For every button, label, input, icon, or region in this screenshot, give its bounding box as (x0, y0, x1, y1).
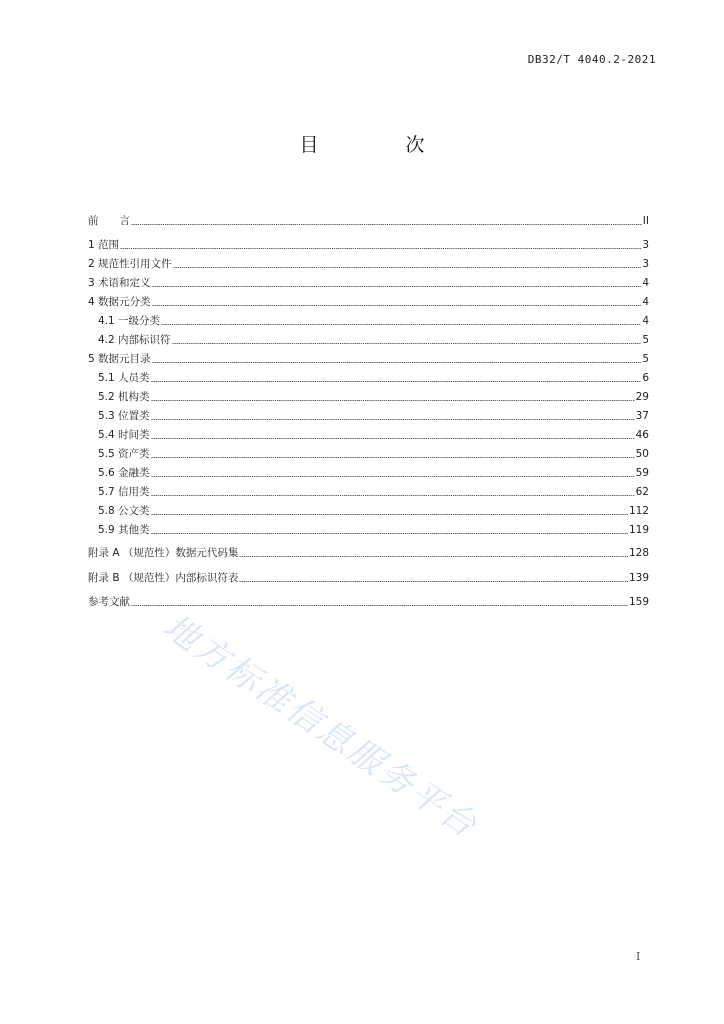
leader-dots (173, 267, 642, 268)
toc-entry-5-9[interactable] (98, 523, 649, 537)
toc-entry-5-5[interactable] (98, 447, 649, 461)
toc-label: 资产类 (118, 448, 150, 460)
toc-number: 5.1 (98, 372, 119, 384)
toc-label: 金融类 (118, 467, 150, 479)
toc-label: 公文类 (118, 505, 150, 517)
toc-page: 139 (628, 572, 649, 584)
toc-page: 159 (628, 596, 649, 608)
toc-page: II (642, 215, 649, 227)
leader-dots (131, 224, 642, 225)
page-number: I (636, 950, 641, 963)
toc-entry-5[interactable] (88, 352, 649, 366)
leader-dots (151, 457, 635, 458)
toc-page: 6 (642, 372, 649, 384)
toc-entry-4[interactable] (88, 295, 649, 309)
toc-label: 规范性引用文件 (98, 258, 172, 270)
toc-page: 3 (642, 258, 649, 270)
toc-page: 5 (642, 334, 649, 346)
toc-entry-4-1[interactable] (98, 314, 649, 328)
toc-entry-5-6[interactable] (98, 466, 649, 480)
toc-page: 4 (642, 296, 649, 308)
toc-page: 46 (635, 429, 649, 441)
leader-dots (151, 495, 635, 496)
toc-entry-2[interactable] (88, 257, 649, 271)
leader-dots (152, 362, 642, 363)
leader-dots (172, 343, 642, 344)
toc-label: 一级分类 (118, 315, 161, 327)
toc-page: 4 (642, 277, 649, 289)
toc-label: 参考文献 (88, 596, 130, 608)
toc-number: 附录 A （规范性） (88, 547, 176, 559)
toc-number: 4.2 (98, 334, 119, 346)
toc-number: 5.8 (98, 505, 119, 517)
toc-page: 29 (635, 391, 649, 403)
toc-label: 数据元代码集 (175, 547, 239, 559)
toc-entry-appendix-a[interactable] (88, 546, 649, 560)
toc-label: 言 (119, 215, 130, 227)
toc-entry-bibliography[interactable] (88, 595, 649, 609)
standard-code: DB32/T 4040.2-2021 (527, 53, 656, 66)
toc-number: 前 (88, 215, 120, 227)
leader-dots (151, 381, 642, 382)
toc-page: 119 (628, 524, 649, 536)
toc-label: 机构类 (118, 391, 150, 403)
toc-entry-5-3[interactable] (98, 409, 649, 423)
toc-label: 术语和定义 (98, 277, 151, 289)
toc-label: 内部标识符 (118, 334, 171, 346)
toc-number: 5.2 (98, 391, 119, 403)
leader-dots (151, 476, 635, 477)
toc-entry-4-2[interactable] (98, 333, 649, 347)
leader-dots (131, 605, 628, 606)
leader-dots (151, 400, 635, 401)
toc-entry-5-1[interactable] (98, 371, 649, 385)
leader-dots (161, 324, 641, 325)
toc-entry-5-4[interactable] (98, 428, 649, 442)
toc-label: 数据元目录 (98, 353, 151, 365)
toc-page: 4 (642, 315, 649, 327)
toc-number: 附录 B （规范性） (88, 572, 176, 584)
toc-entry-appendix-b[interactable] (88, 571, 649, 585)
toc-label: 其他类 (118, 524, 150, 536)
toc-label: 位置类 (118, 410, 150, 422)
toc-label: 人员类 (118, 372, 150, 384)
toc-number: 2 (88, 258, 99, 270)
toc-page: 5 (642, 353, 649, 365)
watermark-text: 地方标准信息服务平台 (156, 606, 486, 847)
toc-page: 128 (628, 547, 649, 559)
toc-entry-5-7[interactable] (98, 485, 649, 499)
toc-number: 5 (88, 353, 99, 365)
toc-page: 3 (642, 239, 649, 251)
toc-number: 4 (88, 296, 99, 308)
toc-number: 5.4 (98, 429, 119, 441)
toc-label: 时间类 (118, 429, 150, 441)
leader-dots (120, 248, 641, 249)
leader-dots (151, 533, 628, 534)
toc-entry-1[interactable] (88, 238, 649, 252)
toc-label: 范围 (98, 239, 120, 251)
toc-number: 5.7 (98, 486, 119, 498)
toc-number: 1 (88, 239, 99, 251)
toc-number: 3 (88, 277, 99, 289)
leader-dots (239, 556, 628, 557)
toc-entry-5-2[interactable] (98, 390, 649, 404)
page-title: 目 次 (299, 134, 459, 156)
leader-dots (152, 286, 642, 287)
toc-page: 50 (635, 448, 649, 460)
toc-number: 5.6 (98, 467, 119, 479)
leader-dots (151, 514, 628, 515)
leader-dots (151, 438, 635, 439)
toc-entry-foreword[interactable] (88, 214, 649, 228)
toc-page: 62 (635, 486, 649, 498)
toc-entry-3[interactable] (88, 276, 649, 290)
leader-dots (151, 419, 635, 420)
toc-label: 数据元分类 (98, 296, 151, 308)
toc-number: 5.5 (98, 448, 119, 460)
toc-entry-5-8[interactable] (98, 504, 649, 518)
toc-label: 信用类 (118, 486, 150, 498)
toc-page: 112 (628, 505, 649, 517)
toc-number: 5.3 (98, 410, 119, 422)
toc-number: 4.1 (98, 315, 119, 327)
toc-label: 内部标识符表 (175, 572, 239, 584)
toc-page: 59 (635, 467, 649, 479)
leader-dots (239, 581, 628, 582)
leader-dots (152, 305, 642, 306)
toc-page: 37 (635, 410, 649, 422)
toc-number: 5.9 (98, 524, 119, 536)
